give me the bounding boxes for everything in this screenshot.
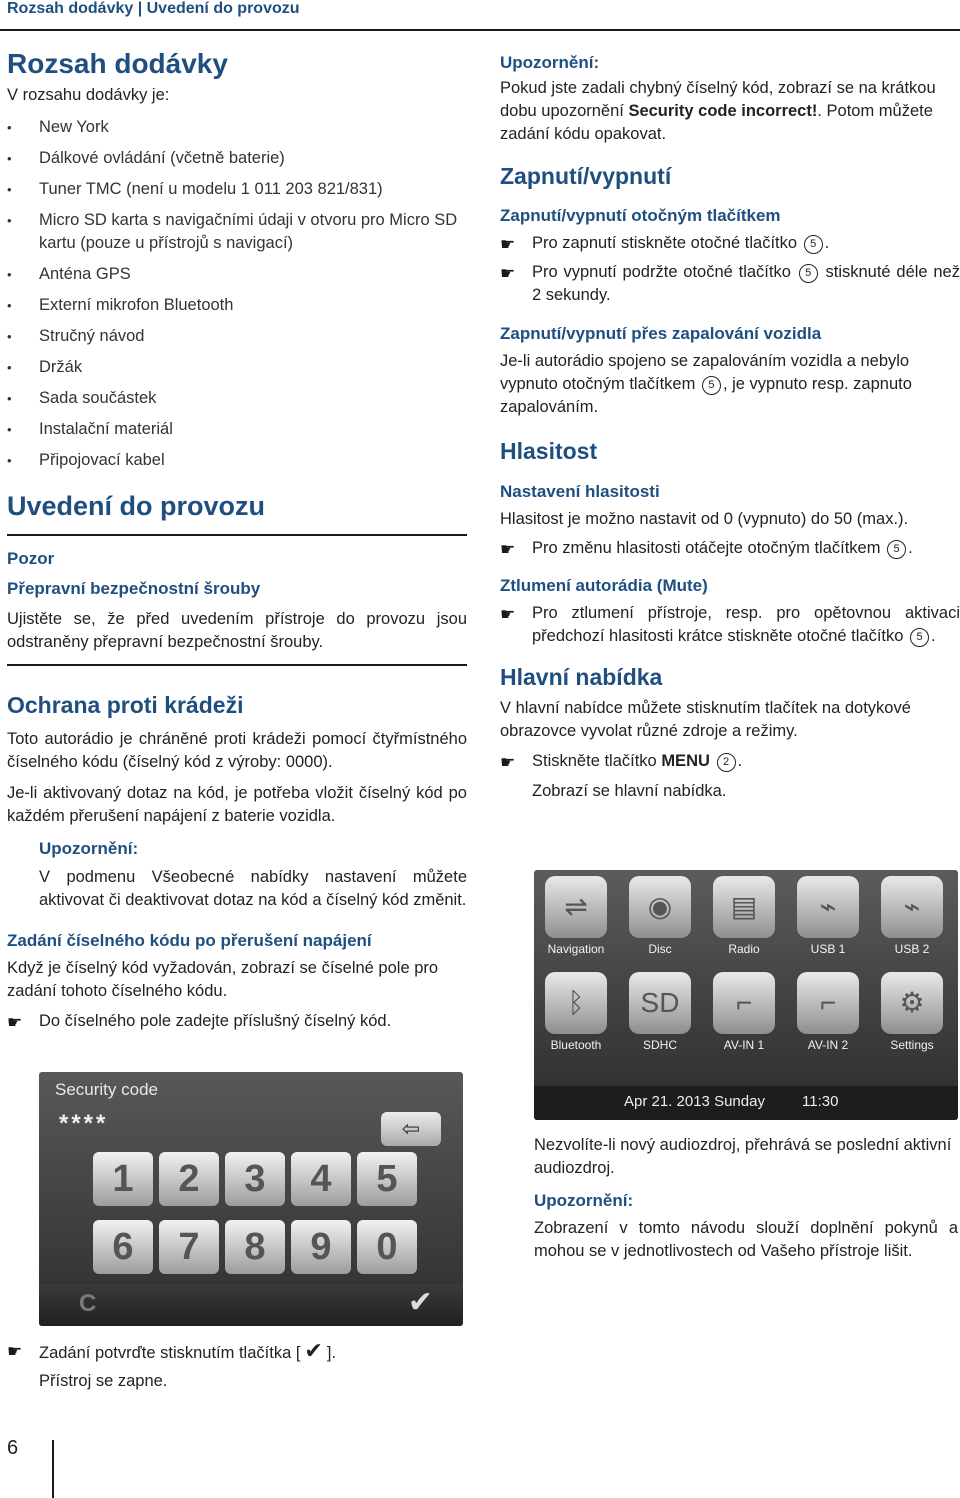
usb-icon: ⌁ (797, 876, 859, 938)
scope-list (7, 116, 467, 472)
heading-volume-set: Nastavení hlasitosti (500, 482, 660, 501)
main-menu-screen (534, 870, 958, 1120)
menu-date: Apr 21. 2013 Sunday (624, 1093, 765, 1110)
navigation-icon: ⇌ (545, 876, 607, 938)
list-item: • Micro SD karta s navigačními údaji v otvoru pro Micro SD kartu (pouze u přístrojů s navigací) (7, 209, 467, 255)
volume-action-text: Pro změnu hlasitosti otáčejte otočným tlačítkem (532, 539, 881, 557)
tile-usb1[interactable] (788, 874, 868, 964)
list-item: • New York (7, 116, 467, 139)
tile-bluetooth[interactable] (536, 970, 616, 1060)
ignition-text (500, 350, 960, 419)
tile-label: Disc (648, 942, 672, 956)
list-item: • Tuner TMC (není u modelu 1 011 203 821/831) (7, 178, 467, 201)
menu-result: Zobrazí se hlavní nabídka. (532, 782, 727, 800)
code-entry-text: Když je číselný kód vyžadován, zobrazí se číselné pole pro zadání tohoto číselného kódu. (7, 959, 439, 1000)
audio-jack-icon: ⌐ (713, 972, 775, 1034)
backspace-button[interactable]: ⇦ (381, 1112, 441, 1146)
key-7-button[interactable]: 7 (159, 1220, 219, 1274)
disc-icon: ◉ (629, 876, 691, 938)
tile-av-in-1[interactable] (704, 970, 784, 1060)
list-item: • Držák (7, 356, 467, 379)
header-rule (0, 29, 960, 31)
theft-text-2: Je-li aktivovaný dotaz na kód, je potřeba vložit číselný kód po každém přerušení napájení z baterie vozidla. (7, 784, 467, 825)
confirm-action-text-post: ]. (326, 1344, 337, 1362)
tile-label: Navigation (547, 942, 605, 956)
key-1-button[interactable]: 1 (93, 1152, 153, 1206)
note1-text-post: . Potom můžete zadání kódu opakovat. (500, 102, 933, 143)
note-text: V podmenu Všeobecné nabídky nastavení můžete aktivovat či deaktivovat dotaz na kód a číselný kód změnit. (39, 868, 467, 909)
knob-off-text-post: stisknuté déle než 2 sekundy. (532, 263, 960, 304)
tile-radio[interactable] (704, 874, 784, 964)
knob-on-action: ☛ Pro zapnutí stiskněte otočné tlačítko 5 . (500, 234, 830, 254)
knob-off-text-pre: Pro vypnutí podržte otočné tlačítko (532, 263, 791, 281)
knob-on-text: Pro zapnutí stiskněte otočné tlačítko (532, 234, 798, 252)
bluetooth-icon: ᛒ (545, 972, 607, 1034)
heading-theft: Ochrana proti krádeži (7, 692, 244, 718)
pointing-hand-icon: ☛ (500, 235, 516, 254)
list-item: • Anténa GPS (7, 263, 467, 286)
pointing-hand-icon: ☛ (7, 1342, 23, 1361)
theft-text-1: Toto autorádio je chráněné proti krádeži pomocí čtyřmístného číselného kódu (číselný kód z výroby: 0000). (7, 730, 467, 771)
running-head: Rozsah dodávky | Uvedení do provozu (7, 0, 300, 17)
confirm-check-button[interactable]: ✔ (407, 1286, 433, 1319)
note-label: Upozornění: (39, 839, 139, 858)
security-screen-title: Security code (55, 1080, 158, 1099)
page-number: 6 (7, 1437, 19, 1459)
sd-card-icon: SD (629, 972, 691, 1034)
list-item: • Stručný návod (7, 325, 467, 348)
code-entry-action (7, 1010, 467, 1033)
security-screen-bar (39, 1284, 463, 1326)
heading-scope: Rozsah dodávky (7, 48, 228, 79)
security-code-field[interactable]: **** (59, 1110, 109, 1137)
heading-code-entry: Zadání číselného kódu po přerušení napájení (7, 931, 372, 950)
caution-rule-top (7, 534, 467, 536)
menu-status-bar (534, 1086, 958, 1120)
list-item: • Externí mikrofon Bluetooth (7, 294, 467, 317)
note1-label: Upozornění: (500, 53, 600, 72)
tile-usb2[interactable] (872, 874, 952, 964)
ignition-text-pre: Je-li autorádio spojeno se zapalováním vozidla a nebylo vypnuto otočným tlačítkem (500, 352, 910, 393)
tile-navigation[interactable] (536, 874, 616, 964)
list-item: • Dálkové ovládání (včetně baterie) (7, 147, 467, 170)
note2-text: Zobrazení v tomto návodu slouží doplnění pokynů a mohou se v jednotlivostech od Vašeho přístroje lišit. (534, 1219, 958, 1260)
knob-number-badge: 5 (910, 628, 929, 647)
key-9-button[interactable]: 9 (291, 1220, 351, 1274)
mute-action-text: Pro ztlumení přístroje, resp. pro opětovnou aktivaci předchozí hlasitosti krátce stiskněte otočné tlačítko (532, 604, 960, 645)
list-item: • Připojovací kabel (7, 449, 467, 472)
key-2-button[interactable]: 2 (159, 1152, 219, 1206)
knob-number-badge: 5 (887, 540, 906, 559)
security-code-screen (39, 1072, 463, 1326)
confirm-result: Přístroj se zapne. (39, 1372, 168, 1390)
menu-time: 11:30 (802, 1093, 839, 1110)
tile-settings[interactable] (872, 970, 952, 1060)
knob-number-badge: 5 (702, 376, 721, 395)
left-column (7, 46, 467, 1033)
ignition-text-post: , je vypnuto resp. zapnuto zapalováním. (500, 375, 912, 416)
tile-sdhc[interactable] (620, 970, 700, 1060)
caution-text: Ujistěte se, že před uvedením přístroje do provozu jsou odstraněny přepravní bezpečnostní šrouby. (7, 610, 467, 651)
key-0-button[interactable]: 0 (357, 1220, 417, 1274)
audio-jack-icon: ⌐ (797, 972, 859, 1034)
menu-action-text: Stiskněte tlačítko (532, 752, 662, 770)
knob-off-action (500, 261, 960, 307)
menu-action-bold: MENU (661, 752, 710, 770)
note1-text-bold: Security code incorrect! (628, 102, 818, 120)
note2-label: Upozornění: (534, 1191, 634, 1210)
menu-action: ☛ Stiskněte tlačítko MENU 2 . (500, 752, 743, 772)
knob-number-badge: 5 (804, 235, 823, 254)
list-item: • Instalační materiál (7, 418, 467, 441)
menu-number-badge: 2 (717, 753, 736, 772)
tile-disc[interactable] (620, 874, 700, 964)
key-4-button[interactable]: 4 (291, 1152, 351, 1206)
confirm-action-text-pre: Zadání potvrďte stisknutím tlačítka [ (39, 1344, 301, 1362)
list-item: • Sada součástek (7, 387, 467, 410)
right-column (500, 52, 960, 803)
knob-number-badge: 5 (799, 264, 818, 283)
tile-label: Settings (890, 1038, 934, 1052)
heading-start: Uvedení do provozu (7, 491, 266, 521)
caution-title: Přepravní bezpečnostní šrouby (7, 579, 261, 598)
key-8-button[interactable]: 8 (225, 1220, 285, 1274)
radio-icon: ▤ (713, 876, 775, 938)
pointing-hand-icon: ☛ (500, 540, 516, 559)
heading-ignition: Zapnutí/vypnutí přes zapalování vozidla (500, 324, 822, 343)
key-3-button[interactable]: 3 (225, 1152, 285, 1206)
key-5-button[interactable]: 5 (357, 1152, 417, 1206)
pointing-hand-icon: ☛ (500, 605, 516, 624)
caution-label: Pozor (7, 549, 55, 568)
tile-label: AV-IN 1 (723, 1038, 765, 1052)
confirm-action (7, 1339, 499, 1365)
volume-text: Hlasitost je možno nastavit od 0 (vypnuto) do 50 (max.). (500, 510, 909, 528)
volume-action: ☛ Pro změnu hlasitosti otáčejte otočným tlačítkem 5 . (500, 539, 913, 559)
heading-knob: Zapnutí/vypnutí otočným tlačítkem (500, 206, 781, 225)
note1-text (500, 77, 960, 146)
scope-intro: V rozsahu dodávky je: (7, 86, 170, 104)
main-menu-text: V hlavní nabídce můžete stisknutím tlačítek na dotykové obrazovce vyvolat různé zdroje a režimy. (500, 699, 911, 740)
clear-button[interactable]: C (79, 1290, 97, 1317)
gear-icon: ⚙ (881, 972, 943, 1034)
heading-main-menu: Hlavní nabídka (500, 664, 663, 690)
right-bottom-block (534, 1134, 958, 1263)
heading-volume: Hlasitost (500, 438, 598, 464)
pointing-hand-icon: ☛ (7, 1013, 23, 1032)
key-6-button[interactable]: 6 (93, 1220, 153, 1274)
note1-text-pre: Pokud jste zadali chybný číselný kód, zobrazí se na krátkou dobu upozornění (500, 79, 936, 120)
tile-label: AV-IN 2 (807, 1038, 849, 1052)
heading-onoff: Zapnutí/vypnutí (500, 163, 672, 189)
pointing-hand-icon: ☛ (500, 264, 516, 283)
pointing-hand-icon: ☛ (500, 753, 516, 772)
tile-label: Bluetooth (550, 1038, 602, 1052)
tile-av-in-2[interactable] (788, 970, 868, 1060)
tile-label: SDHC (642, 1038, 677, 1052)
tile-label: USB 2 (894, 942, 930, 956)
tile-label: Radio (728, 942, 760, 956)
mute-action: ☛ Pro ztlumení přístroje, resp. pro opětovnou aktivaci předchozí hlasitosti krátce stiskněte otočné tlačítko 5 . (500, 604, 960, 645)
usb-icon: ⌁ (881, 876, 943, 938)
tile-label: USB 1 (810, 942, 846, 956)
footer-rule (52, 1440, 54, 1498)
heading-mute: Ztlumení autorádia (Mute) (500, 576, 708, 595)
code-entry-action-text: Do číselného pole zadejte příslušný číselný kód. (39, 1012, 392, 1030)
caution-rule-bottom (7, 664, 467, 666)
source-text: Nezvolíte-li nový audiozdroj, přehrává se poslední aktivní audiozdroj. (534, 1136, 952, 1177)
check-icon: ✔ (304, 1338, 323, 1363)
